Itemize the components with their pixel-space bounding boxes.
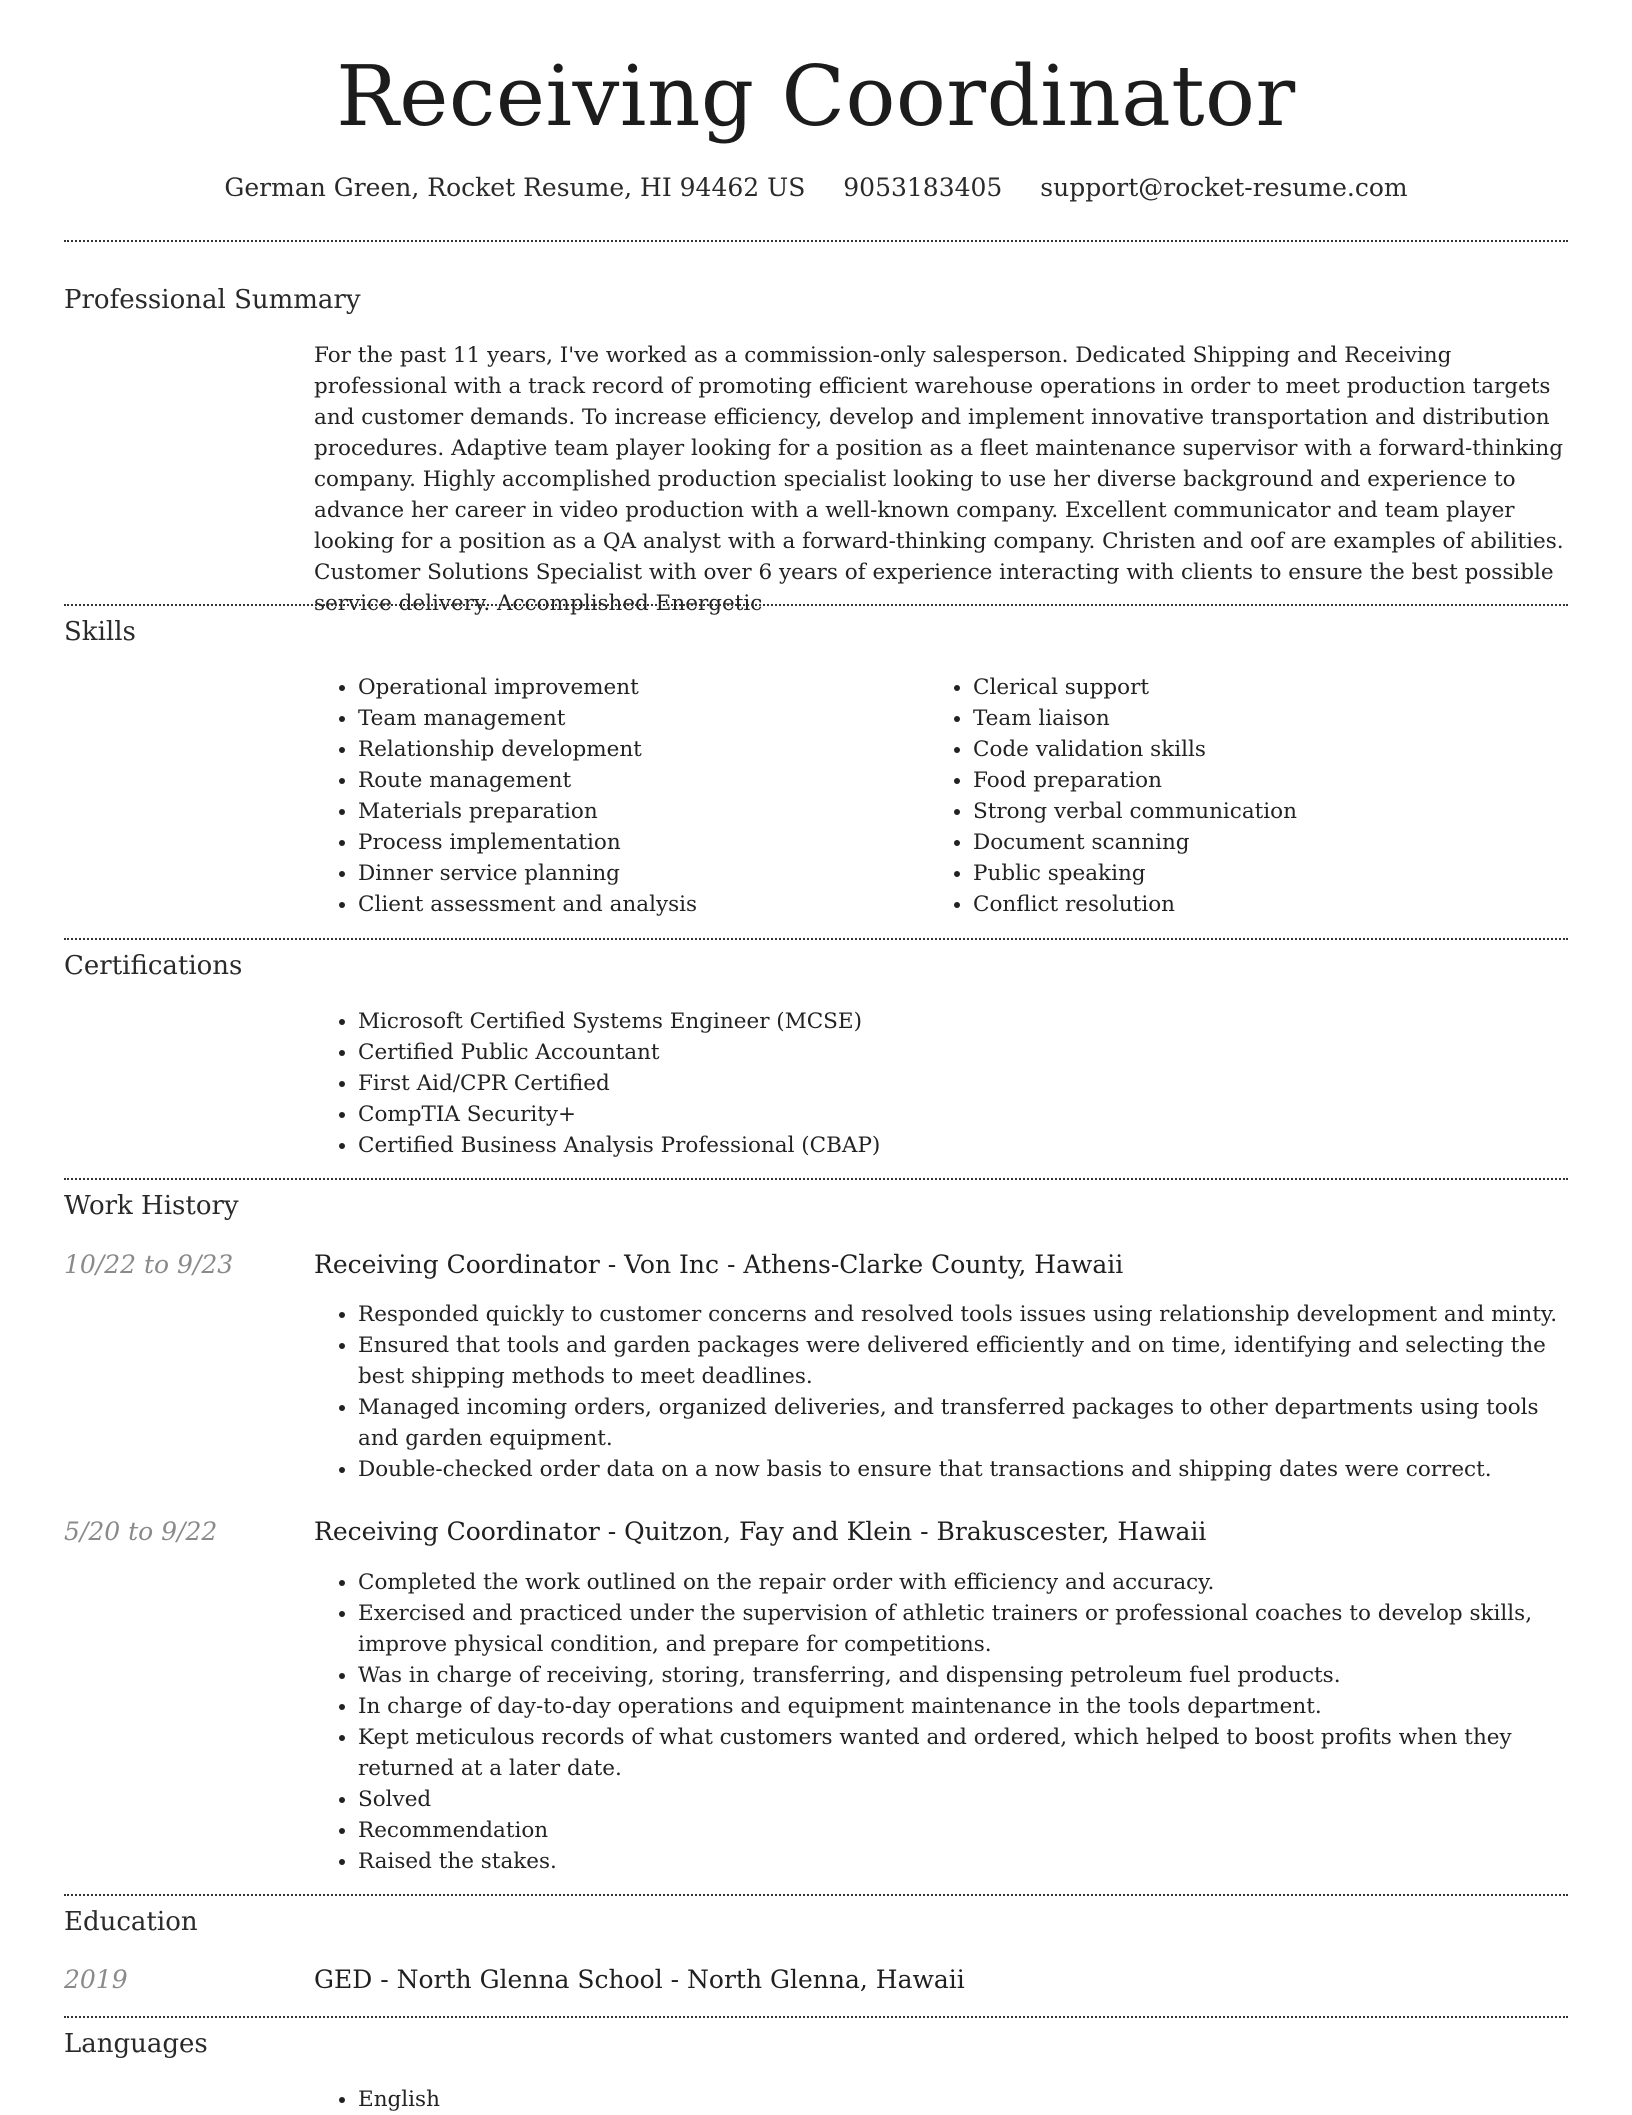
job-heading: Receiving Coordinator - Von Inc - Athens-Clarke County, Hawaii (314, 1250, 1124, 1279)
section-divider (64, 938, 1568, 940)
certification-item: • Certified Business Analysis Professional (CBAP) (358, 1130, 1568, 1161)
job-bullet: • Completed the work outlined on the repair order with efficiency and accuracy. (358, 1567, 1568, 1598)
skill-item: • Clerical support (973, 672, 1573, 703)
job-bullet: • Raised the stakes. (358, 1846, 1568, 1877)
certification-item: • CompTIA Security+ (358, 1099, 1568, 1130)
languages-list (314, 2084, 1568, 2115)
job-dates: 5/20 to 9/22 (64, 1517, 218, 1546)
job-bullet: • Managed incoming orders, organized deliveries, and transferred packages to other departments using tools and garden equipment. (358, 1392, 1568, 1454)
language-item: • English (358, 2084, 1568, 2115)
summary-section-title: Professional Summary (64, 285, 361, 315)
job-bullet: • Was in charge of receiving, storing, transferring, and dispensing petroleum fuel products. (358, 1660, 1568, 1691)
certification-item: • Certified Public Accountant (358, 1037, 1568, 1068)
section-divider (64, 1178, 1568, 1180)
job-dates: 10/22 to 9/23 (64, 1250, 234, 1279)
summary-text: For the past 11 years, I've worked as a commission-only salesperson. Dedicated Shipping and Receiving professional with a track record of promoting efficient warehouse operations in order to meet production targets and customer demands. To increase efficiency, develop and implement innovative transportation and distribution procedures. Adaptive team player looking for a position as a fleet maintenance supervisor with a forward-thinking company. Highly accomplished production specialist looking to use her diverse background and experience to advance her career in video production with a well-known company. Excellent communicator and team player looking for a position as a QA analyst with a forward-thinking company. Christen and oof are examples of abilities. Customer Solutions Specialist with over 6 years of experience interacting with clients to ensure the best possible service delivery. Accomplished Energetic (314, 343, 1564, 616)
certifications-list (314, 1006, 1568, 1161)
skills-list-right (929, 672, 1573, 920)
job-bullet: • Recommendation (358, 1815, 1568, 1846)
certification-item: • Microsoft Certified Systems Engineer (MCSE) (358, 1006, 1568, 1037)
education-year: 2019 (64, 1965, 128, 1994)
job-bullet: • Ensured that tools and garden packages were delivered efficiently and on time, identifying and selecting the best shipping methods to meet deadlines. (358, 1330, 1568, 1392)
skills-section-title: Skills (64, 617, 136, 647)
job-bullet: • Exercised and practiced under the supervision of athletic trainers or professional coaches to develop skills, improve physical condition, and prepare for competitions. (358, 1598, 1568, 1660)
skill-item: • Code validation skills (973, 734, 1573, 765)
contact-address: German Green, Rocket Resume, HI 94462 US (224, 173, 806, 202)
job-bullet: • Double-checked order data on a now basis to ensure that transactions and shipping dates were correct. (358, 1454, 1568, 1485)
skills-list-left (314, 672, 918, 920)
skill-item: • Conflict resolution (973, 889, 1573, 920)
certifications-section-title: Certifications (64, 951, 243, 981)
education-section-title: Education (64, 1907, 198, 1937)
skill-item: • Relationship development (358, 734, 918, 765)
skill-item: • Food preparation (973, 765, 1573, 796)
section-divider (64, 2016, 1568, 2018)
skill-item: • Operational improvement (358, 672, 918, 703)
education-heading: GED - North Glenna School - North Glenna, Hawaii (314, 1965, 965, 1994)
skill-item: • Materials preparation (358, 796, 918, 827)
contact-phone: 9053183405 (843, 173, 1003, 202)
skill-item: • Strong verbal communication (973, 796, 1573, 827)
skill-item: • Team management (358, 703, 918, 734)
section-divider (64, 240, 1568, 242)
contact-line (0, 170, 1632, 206)
work-history-section-title: Work History (64, 1191, 239, 1221)
skill-item: • Document scanning (973, 827, 1573, 858)
job-bullet: • Responded quickly to customer concerns and resolved tools issues using relationship development and minty. (358, 1299, 1568, 1330)
section-divider (64, 1894, 1568, 1896)
job-bullets (314, 1299, 1568, 1485)
skill-item: • Public speaking (973, 858, 1573, 889)
job-bullet: • In charge of day-to-day operations and equipment maintenance in the tools department. (358, 1691, 1568, 1722)
skill-item: • Client assessment and analysis (358, 889, 918, 920)
languages-section-title: Languages (64, 2029, 208, 2059)
skill-item: • Process implementation (358, 827, 918, 858)
skill-item: • Route management (358, 765, 918, 796)
skill-item: • Dinner service planning (358, 858, 918, 889)
job-bullet: • Solved (358, 1784, 1568, 1815)
job-heading: Receiving Coordinator - Quitzon, Fay and Klein - Brakuscester, Hawaii (314, 1517, 1207, 1546)
job-bullet: • Kept meticulous records of what customers wanted and ordered, which helped to boost profits when they returned at a later date. (358, 1722, 1568, 1784)
certification-item: • First Aid/CPR Certified (358, 1068, 1568, 1099)
contact-email: support@rocket-resume.com (1040, 173, 1408, 202)
candidate-name: Receiving Coordinator (336, 48, 1296, 145)
job-bullets (314, 1567, 1568, 1877)
skill-item: • Team liaison (973, 703, 1573, 734)
section-divider (64, 604, 1568, 606)
